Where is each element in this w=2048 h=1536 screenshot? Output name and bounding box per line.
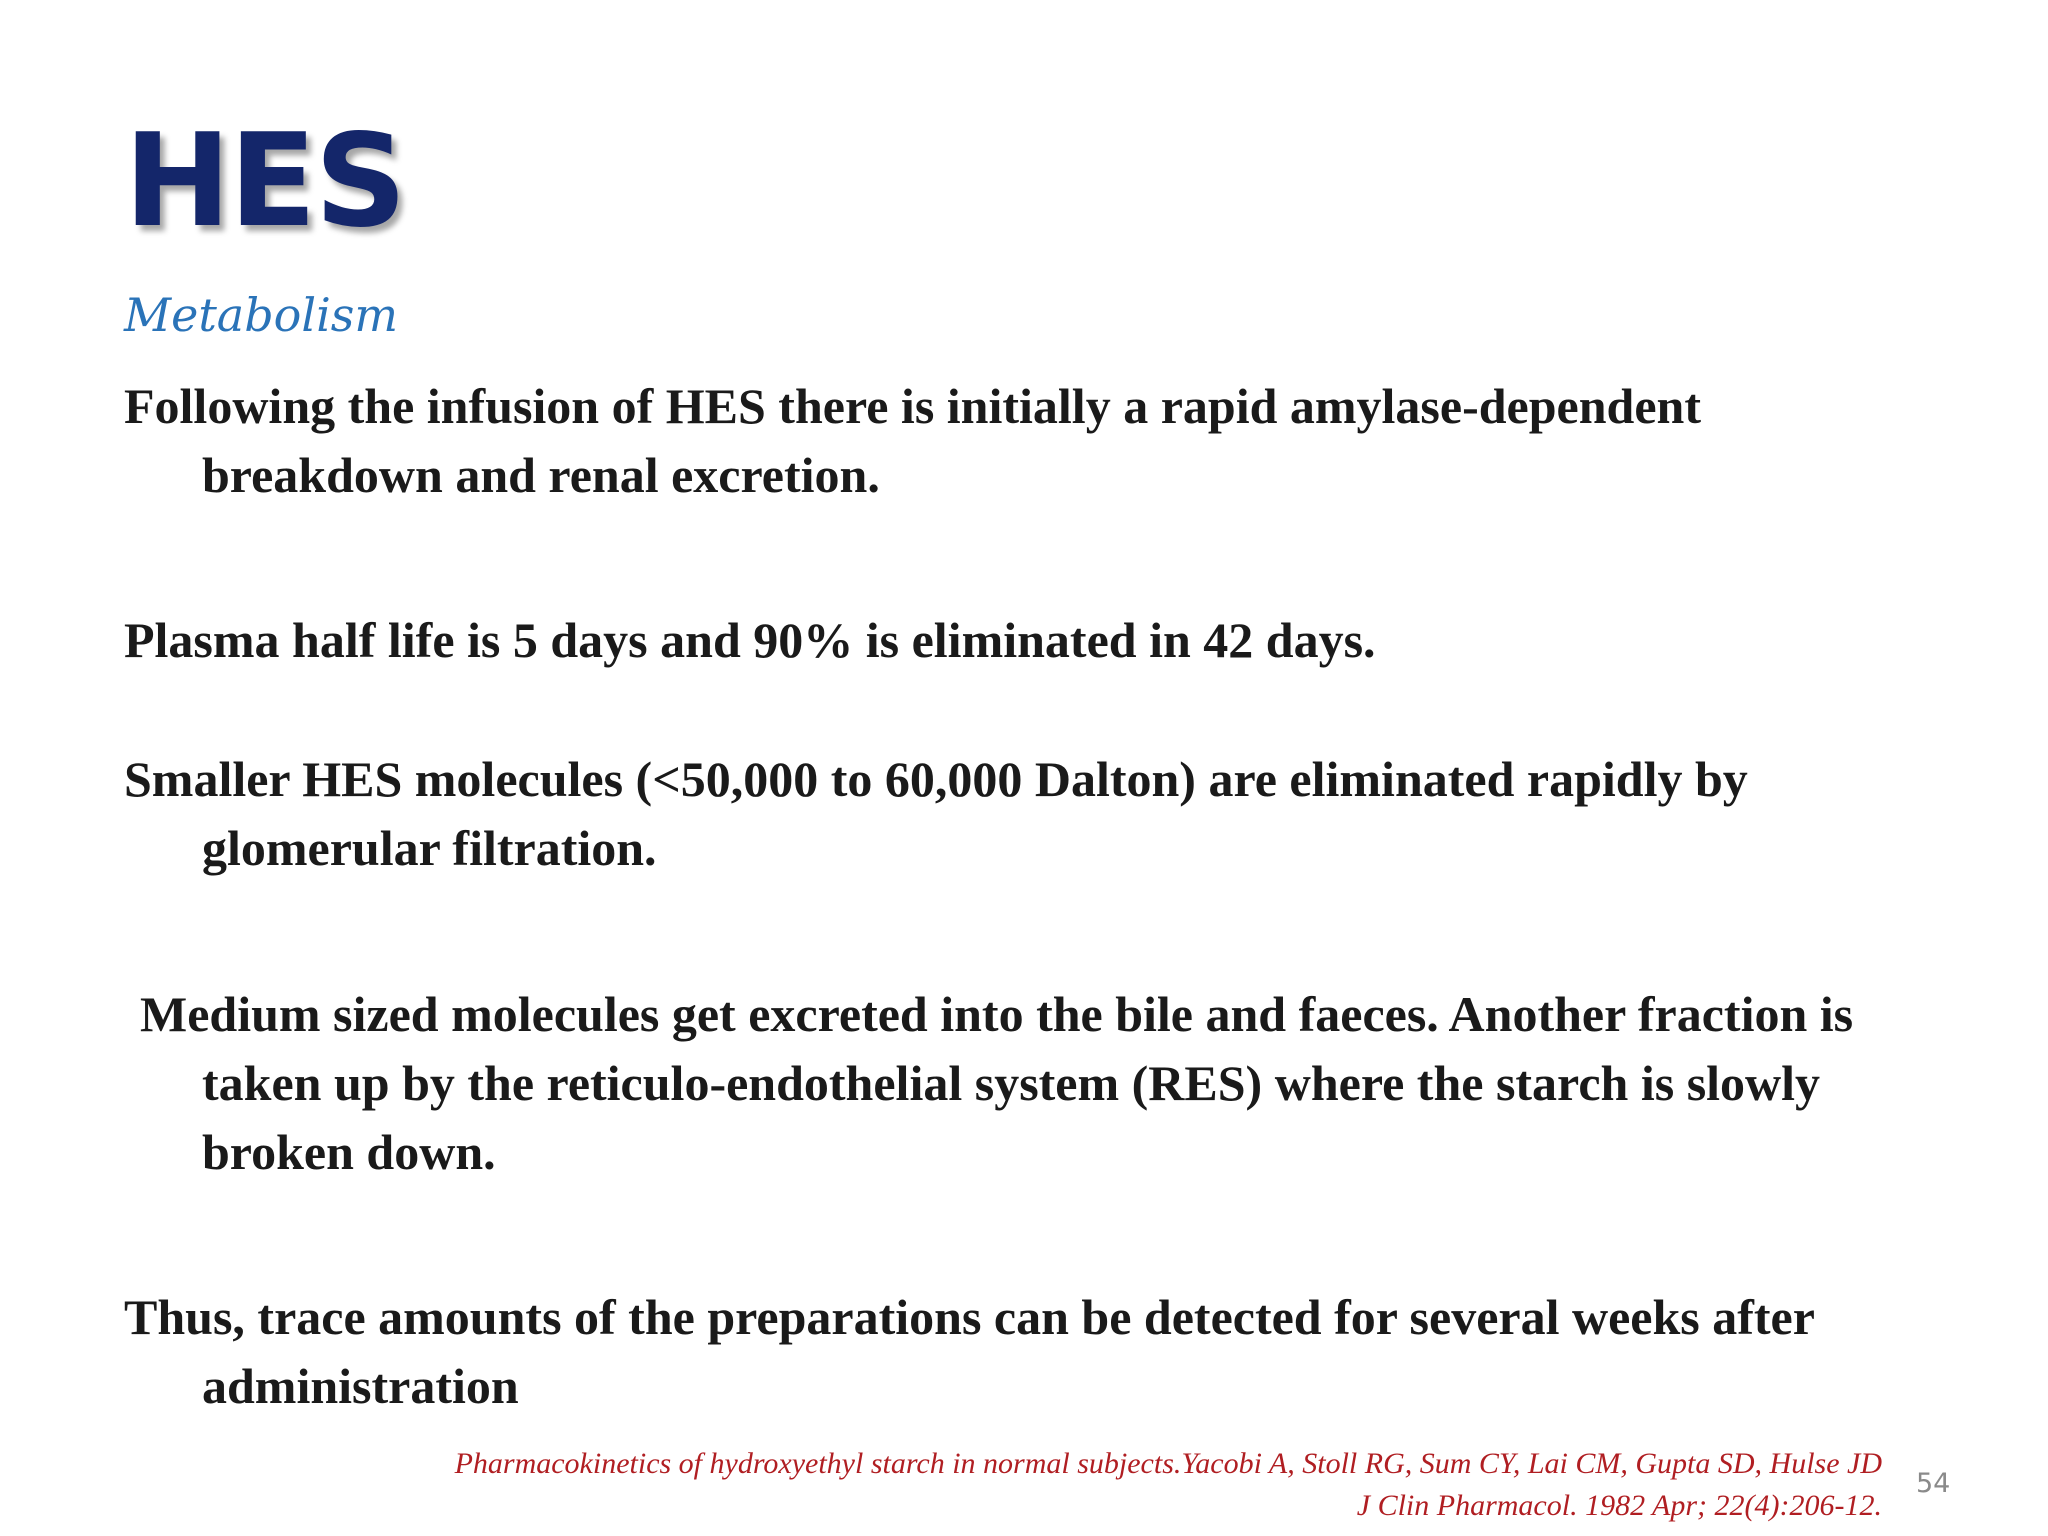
citation (455, 1443, 1882, 1527)
citation-line-2: J Clin Pharmacol. 1982 Apr; 22(4):206-12. (1356, 1489, 1882, 1522)
paragraph-medium-molecules: Medium sized molecules get excreted into the bile and faeces. Another fraction is taken up by the reticulo-endothelial system (RES) where the starch is slowly broken down. (140, 986, 1854, 1180)
paragraph-smaller-molecules: Smaller HES molecules (<50,000 to 60,000 Dalton) are eliminated rapidly by glomerular filtration. (124, 751, 1748, 876)
paragraph-trace-amounts: Thus, trace amounts of the preparations can be detected for several weeks after administration (124, 1289, 1815, 1414)
slide-title: HES (124, 107, 405, 256)
paragraph-infusion: Following the infusion of HES there is initially a rapid amylase-dependent breakdown and renal excretion. (124, 378, 1702, 503)
paragraph-half-life: Plasma half life is 5 days and 90% is eliminated in 42 days. (124, 612, 1376, 668)
slide-subtitle: Metabolism (124, 288, 399, 342)
page-number: 54 (1916, 1468, 1951, 1499)
citation-line-1: Pharmacokinetics of hydroxyethyl starch in normal subjects.Yacobi A, Stoll RG, Sum CY, Lai CM, Gupta SD, Hulse JD (454, 1447, 1882, 1480)
